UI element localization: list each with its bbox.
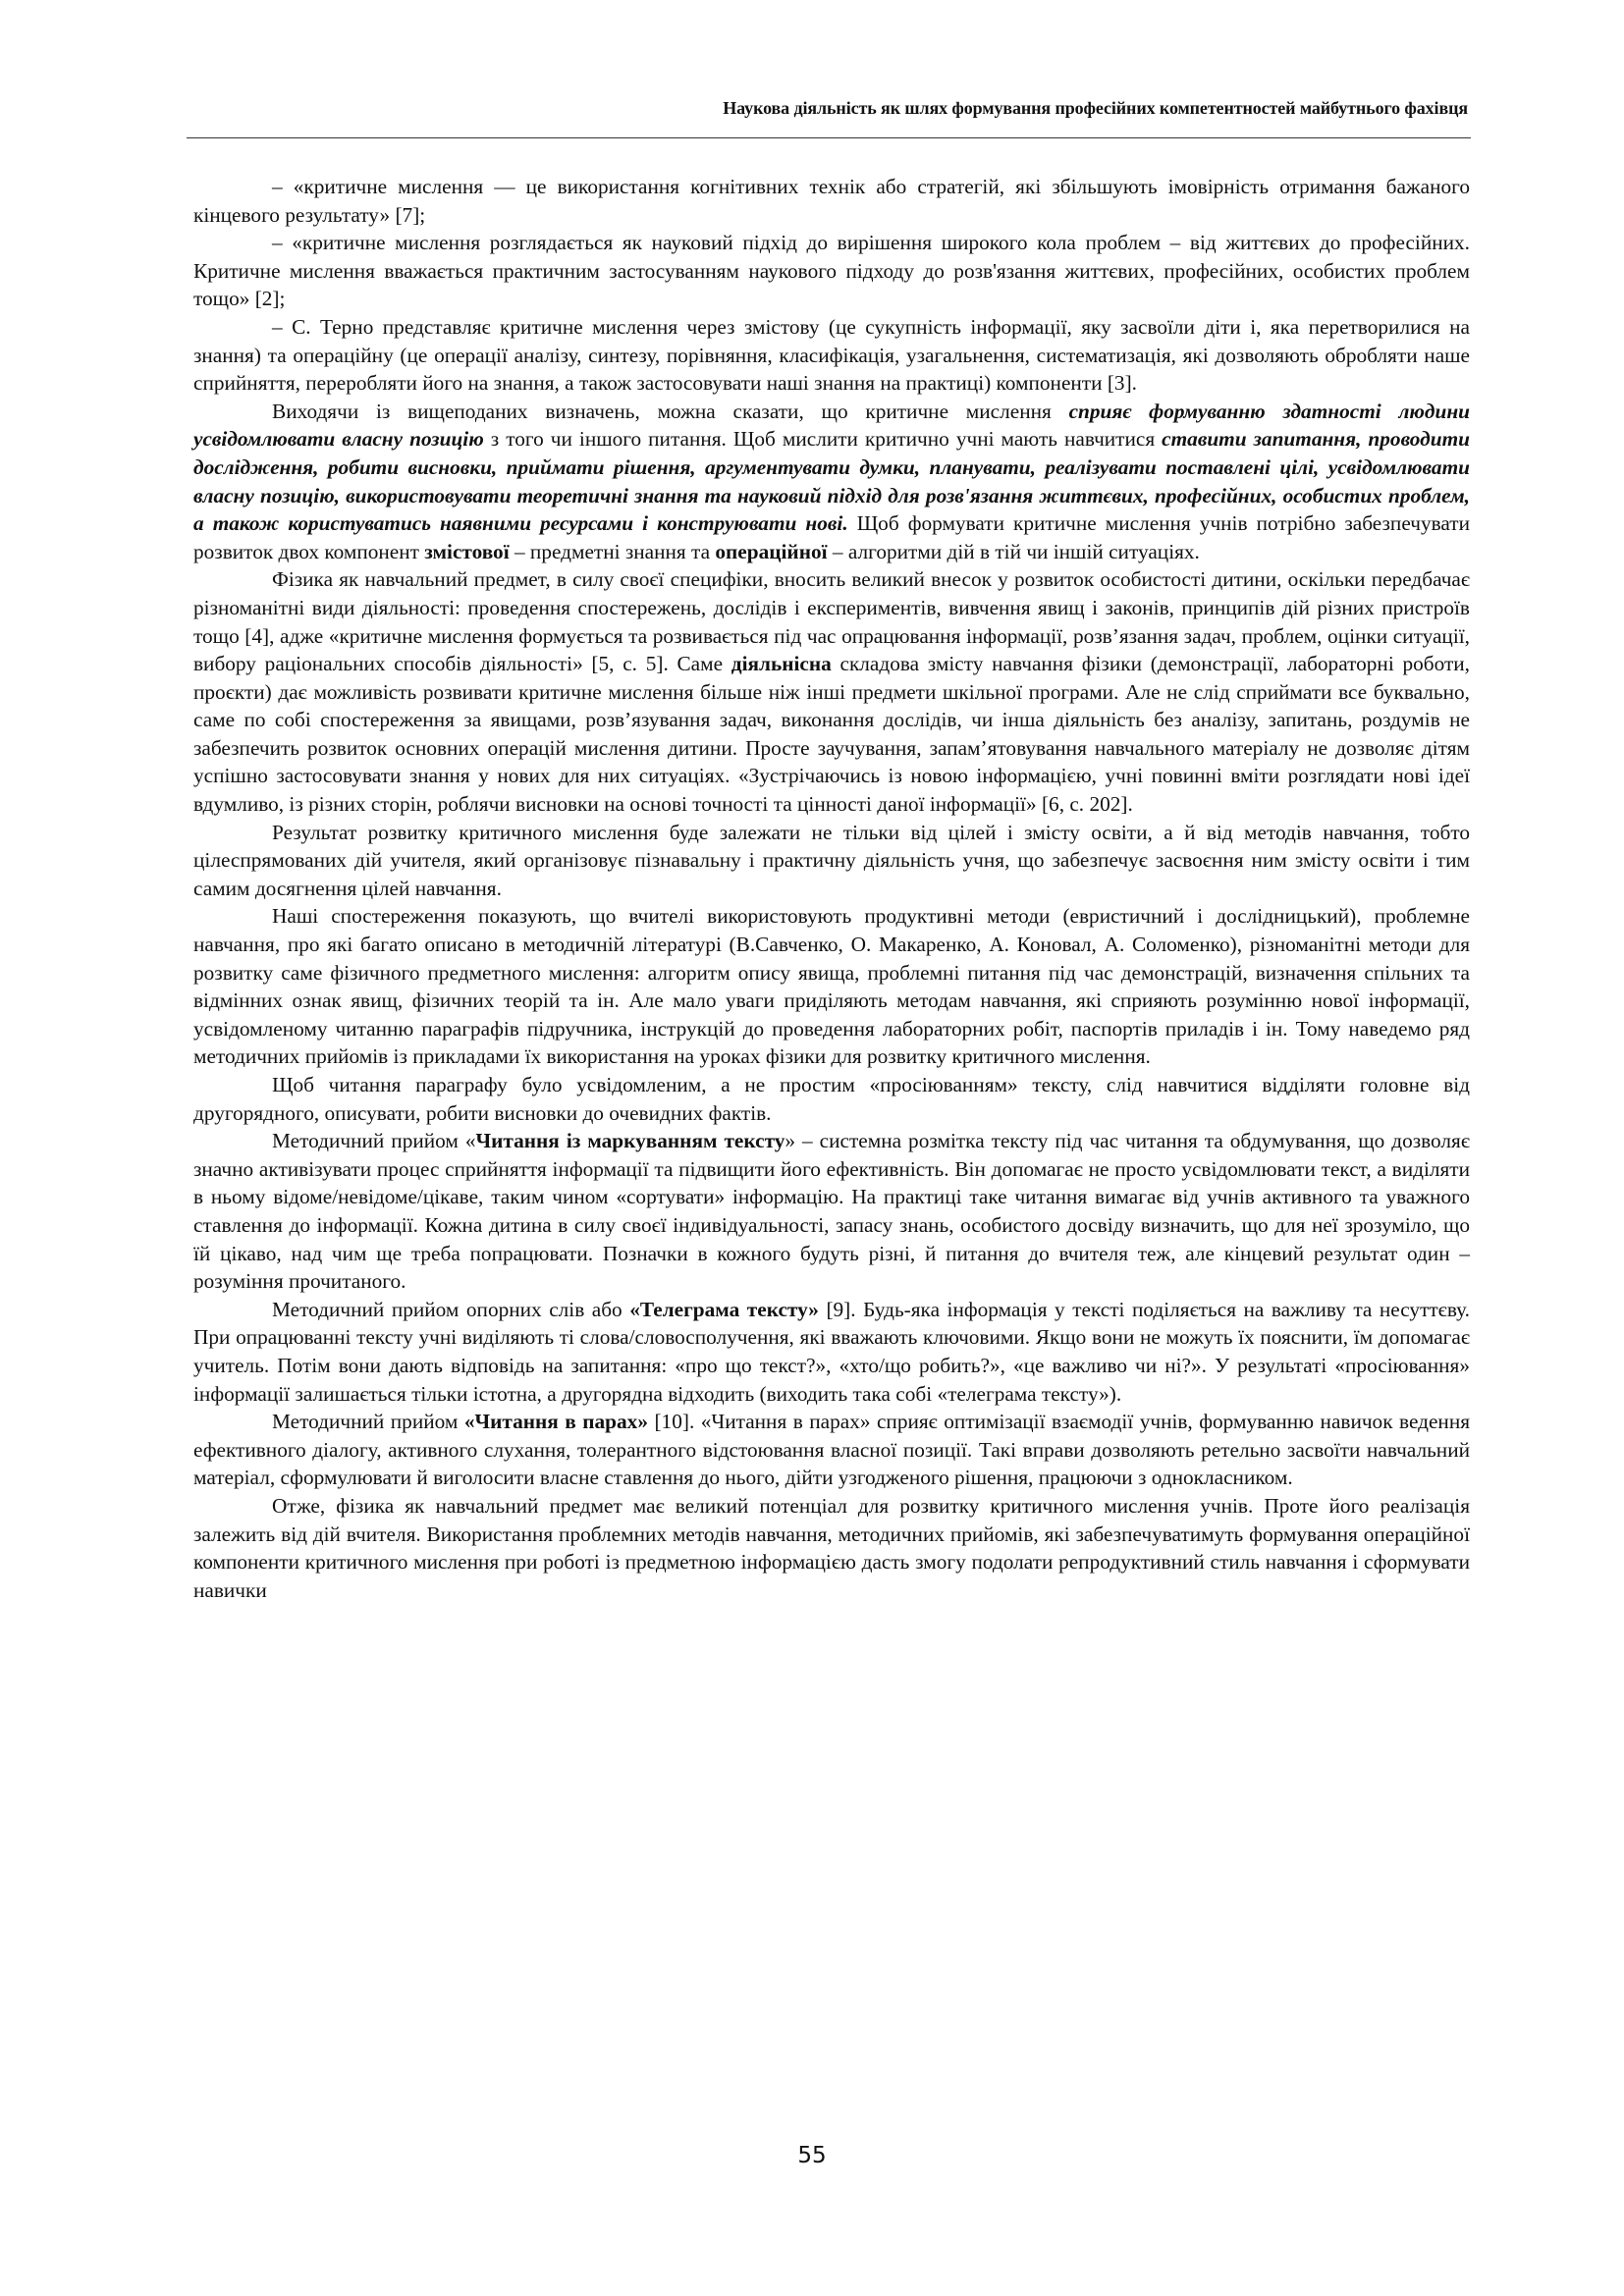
- paragraph-result: Результат розвитку критичного мислення буде залежати не тільки від цілей і змісту освіти, а й від методів навчання, тобто цілеспрямованих дій учителя, який організовує пізнавальну і практичну діяльність учня, що забезпечує засвоєння ним змісту освіти і тим самим досягнення цілей навчання.: [193, 820, 1470, 900]
- definition-paragraph-3: – С. Терно представляє критичне мислення через змістову (це сукупність інформації, яку засвоїли діти і, яка перетворилися на знання) та операційну (це операції аналізу, синтезу, порівняння, класифікація, узагальнення, систематизація, які дозволяють обробляти наше сприйняття, переробляти його на знання, а також застосовувати наші знання на практиці) компоненти [3].: [193, 314, 1470, 396]
- paragraph-telegram-method: [193, 1296, 1470, 1408]
- article-body: [193, 173, 1470, 1604]
- header-rule: [187, 137, 1471, 138]
- text-run: складова змісту навчання фізики (демонстрації, лабораторні роботи, проєкти) дає можливість розвивати критичне мислення більше ніж інші предмети шкільної програми. Але не слід сприймати все буквально, саме по собі спостереження за явищами, розв’язування задач, виконання дослідів, чи інша діяльність без аналізу, запитань, роздумів не забезпечить розвиток основних операцій мислення дитини. Просте заучування, запам’ятовування навчального матеріалу не дозволяє дітям успішно застосовувати знання у нових для них ситуаціях. «Зустрічаючись із новою інформацією, учні повинні вміти розглядати нові ідеї вдумливо, із різних сторін, роблячи висновки на основі точності та цінності даної інформації» [6, с. 202].: [193, 652, 1470, 817]
- paragraph-conclusion-definitions: [193, 398, 1470, 566]
- text-run: [10]. «Читання в парах» сприяє оптимізації взаємодії учнів, формуванню навичок ведення ефективного діалогу, активного слухання, толерантного відстоювання власної позиції. Такі вправи дозволяють ретельно засвоїти навчальний матеріал, сформулювати й виголосити власне ставлення до нього, дійти узгодженого рішення, працюючи з однокласником.: [193, 1410, 1471, 1490]
- text-run: Методичний прийом: [272, 1410, 464, 1434]
- text-run: – предметні знання та: [509, 539, 716, 563]
- text-run: Виходячи із вищеподаних визначень, можна сказати, що критичне мислення: [272, 399, 1069, 423]
- paragraph-reading: Щоб читання параграфу було усвідомленим, а не простим «просіюванням» тексту, слід навчитися відділяти головне від другорядного, описувати, робити висновки до очевидних фактів.: [193, 1073, 1470, 1125]
- text-run: з того чи іншого питання. Щоб мислити критично учні мають навчитися: [483, 427, 1163, 452]
- page-number: 55: [797, 2143, 827, 2168]
- paragraph-marking-method: [193, 1127, 1470, 1296]
- running-head: Наукова діяльність як шлях формування професійних компетентностей майбутнього фахівця: [723, 98, 1468, 118]
- text-run: [9]. Будь-яка інформація у тексті поділяється на важливу та несуттєву. При опрацюванні тексту учні виділяють ті слова/словосполучення, які вважають ключовими. Якщо вони не можуть їх пояснити, їм допомагає учитель. Потім вони дають відповідь на запитання: «про що текст?», «хто/що робить?», «це важливо чи ні?». У результаті «просіювання» інформації залишається тільки істотна, а другорядна відходить (виходить така собі «телеграма тексту»).: [193, 1297, 1470, 1406]
- emphasis-run: ставити запитання, проводити дослідження, робити висновки, приймати рішення, аргументувати думки, планувати, реалізувати поставлені цілі, усвідомлювати власну позицію, використовувати теоретичні знання та науковий підхід для розв'язання життєвих, професійних, особистих проблем, а також користуватись наявними ресурсами і конструювати нові.: [193, 427, 1470, 536]
- paragraph-pairs-method: [193, 1408, 1470, 1492]
- paragraph-observations: Наші спостереження показують, що вчителі використовують продуктивні методи (евристичний і дослідницький), проблемне навчання, про які багато описано в методичній літературі (В.Савченко, О. Макаренко, А. Коновал, А. Соломенко), різноманітні методи для розвитку саме фізичного предметного мислення: алгоритм опису явища, проблемні питання під час демонстрацій, визначення спільних та відмінних ознак явищ, фізичних теорій та ін. Але мало уваги приділяють методам навчання, які сприяють розумінню нової інформації, усвідомленому читанню параграфів підручника, інструкцій до проведення лабораторних робіт, паспортів приладів і ін. Тому наведемо ряд методичних прийомів із прикладами їх використання на уроках фізики для розвитку критичного мислення.: [193, 904, 1470, 1069]
- paragraph-physics-subject: [193, 565, 1470, 818]
- text-run: – алгоритми дій в тій чи іншій ситуаціях.: [827, 539, 1200, 563]
- text-run: Методичний прийом опорних слів або: [272, 1297, 630, 1321]
- bold-term: Читання із маркуванням тексту: [475, 1129, 785, 1153]
- emphasis-run: сприяє формуванню здатності людини усвідомлювати власну позицію: [193, 399, 1470, 452]
- bold-term: операційної: [715, 539, 828, 563]
- bold-term: «Телеграма тексту»: [629, 1297, 819, 1321]
- text-run: Щоб формувати критичне мислення учнів потрібно забезпечувати розвиток двох компонент: [193, 511, 1470, 563]
- bold-term: змістової: [424, 539, 510, 563]
- bold-term: «Читання в парах»: [463, 1410, 648, 1434]
- definition-paragraph-2: – «критичне мислення розглядається як науковий підхід до вирішення широкого кола проблем – від життєвих до професійних. Критичне мислення вважається практичним застосуванням наукового підходу до розв'язання життєвих, професійних, особистих проблем тощо» [2];: [193, 231, 1470, 311]
- bold-term: діяльнісна: [731, 652, 832, 676]
- text-run: Методичний прийом «: [272, 1129, 476, 1153]
- definition-paragraph-1: – «критичне мислення — це використання когнітивних технік або стратегій, які збільшують імовірність отримання бажаного кінцевого результату» [7];: [193, 175, 1470, 227]
- text-run: » – системна розмітка тексту під час читання та обдумування, що дозволяє значно активізувати процес сприйняття інформації та підвищити його ефективність. Він допомагає не просто усвідомлювати текст, а виділяти в ньому відоме/невідоме/цікаве, таким чином «сортувати» інформацію. На практиці таке читання вимагає від учнів активного та уважного ставлення до інформації. Кожна дитина в силу своєї індивідуальності, запасу знань, особистого досвіду визначить, що для неї зрозуміло, що їй цікаво, над чим ще треба попрацювати. Позначки в кожного будуть різні, й питання до вчителя теж, але кінцевий результат один – розуміння прочитаного.: [193, 1129, 1470, 1294]
- text-run: Фізика як навчальний предмет, в силу своєї специфіки, вносить великий внесок у розвиток особистості дитини, оскільки передбачає різноманітні види діяльності: проведення спостережень, дослідів і експериментів, вивчення явищ і законів, принципів дій різних пристроїв тощо [4], адже «критичне мислення формується та розвивається під час опрацювання інформації, розв’язання задач, проблем, оцінки ситуації, вибору раціональних способів діяльності» [5, с. 5]. Саме: [193, 567, 1470, 676]
- paragraph-conclusion: Отже, фізика як навчальний предмет має великий потенціал для розвитку критичного мислення учнів. Проте його реалізація залежить від дій вчителя. Використання проблемних методів навчання, методичних прийомів, які забезпечуватимуть формування операційної компоненти критичного мислення при роботі із предметною інформацією дасть змогу подолати репродуктивний стиль навчання і сформувати навички: [193, 1493, 1470, 1602]
